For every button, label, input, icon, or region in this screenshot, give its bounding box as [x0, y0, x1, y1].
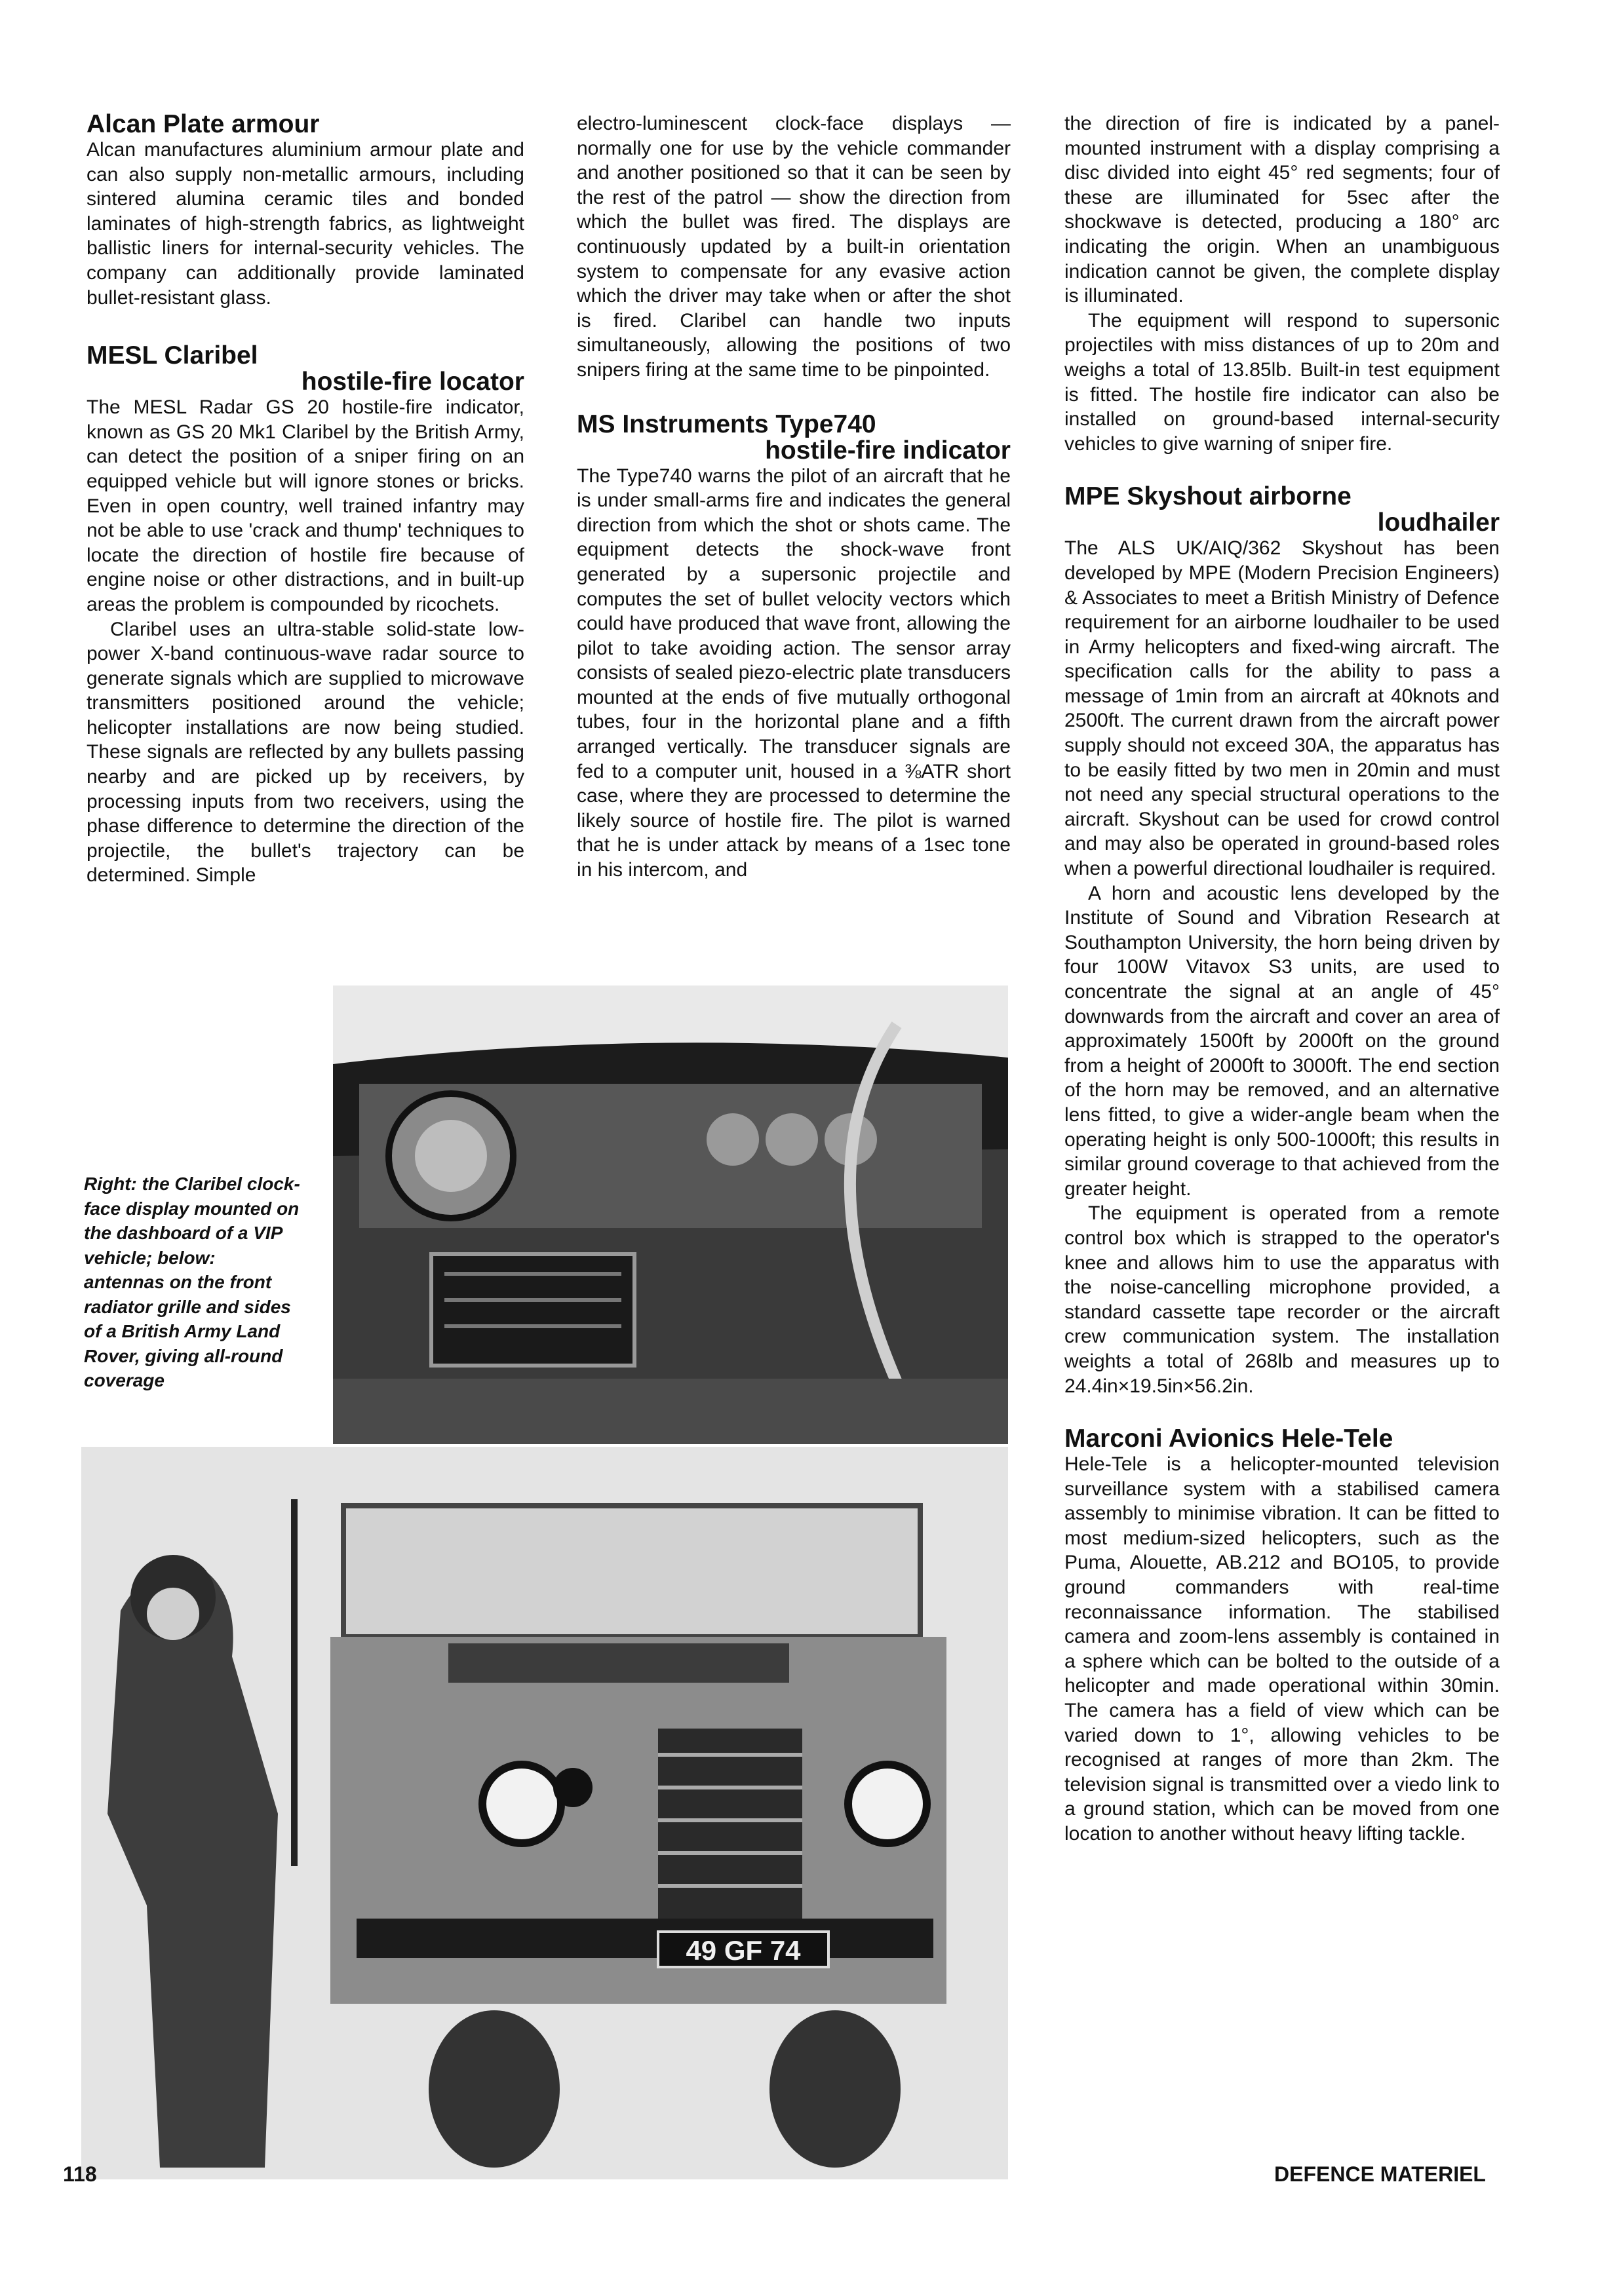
photo-caption: Right: the Claribel clock-face display mounted on the dashboard of a VIP vehicle; below: antennas on the front radiator grille and sides of a British Army Land Rover, giving all-round coverage	[84, 1174, 300, 1390]
photo-land-rover	[81, 1447, 1008, 2179]
license-plate: 49 GF 74	[686, 1935, 801, 1966]
paragraph-ms-2: the direction of fire is indicated by a panel-mounted instrument with a display comprising a disc divided into eight 45° red segments; four of these are illuminated for 5sec after the shockwave is detected, producing a 180° arc indicating the origin. When an unambiguous indication cannot be given, the complete display is illuminated.	[1064, 113, 1500, 307]
page-number: 118	[63, 2162, 97, 2186]
paragraph-ms-1: The Type740 warns the pilot of an aircraft that he is under small-arms fire and indicates the general direction from which the shot or shots came. The equipment detects the shock-wave front generated by a supersonic projectile and computes the set of bullet velocity vectors which could have produced that wave front, allowing the pilot to take avoiding action. The sensor array consists of sealed piezo-electric plate transducers mounted at the ends of five mutually orthogonal tubes, four in the horizontal plane and a fifth arranged vertically. The transducer signals are fed to a computer unit, housed in a ⅜ATR short case, where they are processed to determine the likely source of hostile fire. The pilot is warned that he is under attack by means of a 1sec tone in his intercom, and	[577, 465, 1011, 881]
heading-marconi: Marconi Avionics Hele-Tele	[1064, 1425, 1393, 1453]
heading-alcan: Alcan Plate armour	[87, 110, 320, 138]
paragraph-mesl-1: The MESL Radar GS 20 hostile-fire indicator, known as GS 20 Mk1 Claribel by the British Army, can detect the position of a sniper firing on an equipped vehicle but will ignore stones or bricks. Even in open country, well trained infantry may not be able to use 'crack and thump' techniques to locate the direction of hostile fire because of engine noise or other distractions, and in built-up areas the problem is compounded by ricochets.	[87, 396, 524, 615]
paragraph-mesl-3: electro-luminescent clock-face displays — normally one for use by the vehicle commander and another positioned so that it can be seen by the rest of the patrol — show the direction from which the bullet was fired. The displays are continuously updated by a built-in orientation system to compensate for any evasive action which the driver may take when or after the shot is fired. Claribel can handle two inputs simultaneously, allowing the positions of two snipers firing at the same time to be pinpointed.	[577, 113, 1011, 381]
paragraph-mesl-2: Claribel uses an ultra-stable solid-state low-power X-band continuous-wave radar source to generate signals which are supplied to microwave transmitters positioned around the vehicle; helicopter installations are now being studied. These signals are reflected by any bullets passing nearby and are picked up by receivers, by processing inputs from two receivers, using the phase difference to determine the direction of the projectile, the bullet's trajectory can be determined. Simple	[87, 618, 524, 887]
paragraph-alcan: Alcan manufactures aluminium armour plate and can also supply non-metallic armours, including sintered alumina ceramic tiles and bonded laminates of high-strength fabrics, as lightweight ballistic liners for internal-security vehicles. The company can additionally provide laminated bullet-resistant glass.	[87, 139, 524, 309]
column-2	[577, 111, 1011, 883]
land-rover-illustration	[81, 1447, 1008, 2179]
paragraph-ms-3: The equipment will respond to supersonic projectiles with miss distances of up to 20m and weighs a total of 13.85lb. Built-in test equipment is fitted. The hostile fire indicator can also be installed on ground-based internal-security vehicles to give warning of sniper fire.	[1064, 309, 1500, 455]
column-3	[1064, 111, 1500, 1846]
heading-mpe-skyshout: MPE Skyshout airborne loudhailer	[1064, 482, 1500, 537]
paragraph-mpe-1: The ALS UK/AIQ/362 Skyshout has been developed by MPE (Modern Precision Engineers) & Associates to meet a British Ministry of Defence requirement for an airborne loudhailer to be used in Army helicopters and fixed-wing aircraft. The specification calls for the ability to pass a message of 1min from an aircraft at 40knots and 2500ft. The current drawn from the aircraft power supply should not exceed 30A, the apparatus has to be easily fitted by two men in 20min and must not need any special structural operations to the aircraft. Skyshout can be used for crowd control and may also be operated in ground-based roles when a powerful directional loudhailer is required.	[1064, 537, 1500, 880]
paragraph-mpe-3: The equipment is operated from a remote control box which is strapped to the operator's knee and allows him to use the apparatus with the noise-cancelling microphone provided, a standard cassette tape recorder or the aircraft crew communication system. The installation weights a total of 268lb and measures up to 24.4in×19.5in×56.2in.	[1064, 1202, 1500, 1397]
paragraph-marconi: Hele-Tele is a helicopter-mounted television surveillance system with a stabilised camera assembly to minimise vibration. It can be fitted to most medium-sized helicopters, such as the Puma, Alouette, AB.212 and BO105, to provide ground commanders with real-time reconnaissance information. The stabilised camera and zoom-lens assembly is contained in a sphere which can be bolted to the outside of a helicopter and made operational within 30min. The camera has a field of view which can be varied down to 1°, allowing vehicles to be recognised at ranges of more than 2km. The television signal is transmitted over a viedo link to a ground station, which can be moved from one location to another without heavy lifting tackle.	[1064, 1453, 1500, 1845]
paragraph-mpe-2: A horn and acoustic lens developed by the Institute of Sound and Vibration Research at Southampton University, the horn being driven by four 100W Vitavox S3 units, are used to concentrate the signal at an angle of 45° downwards from the aircraft and cover an area of approximately 1500ft by 2000ft on the ground from a height of 2000ft to 3000ft. The end section of the horn may be removed, and an alternative lens fitted, to give a wider-angle beam when the operating height is only 500-1000ft; this results in similar ground coverage to that achieved from the greater height.	[1064, 882, 1500, 1200]
heading-mesl-claribel: MESL Claribel hostile-fire locator	[87, 341, 524, 396]
publication-name: DEFENCE MATERIEL	[1274, 2162, 1486, 2186]
column-1	[87, 111, 524, 888]
photo-dashboard	[333, 985, 1008, 1444]
dashboard-illustration	[333, 985, 1008, 1444]
heading-ms-instruments: MS Instruments Type740 hostile-fire indicator	[577, 410, 1011, 465]
